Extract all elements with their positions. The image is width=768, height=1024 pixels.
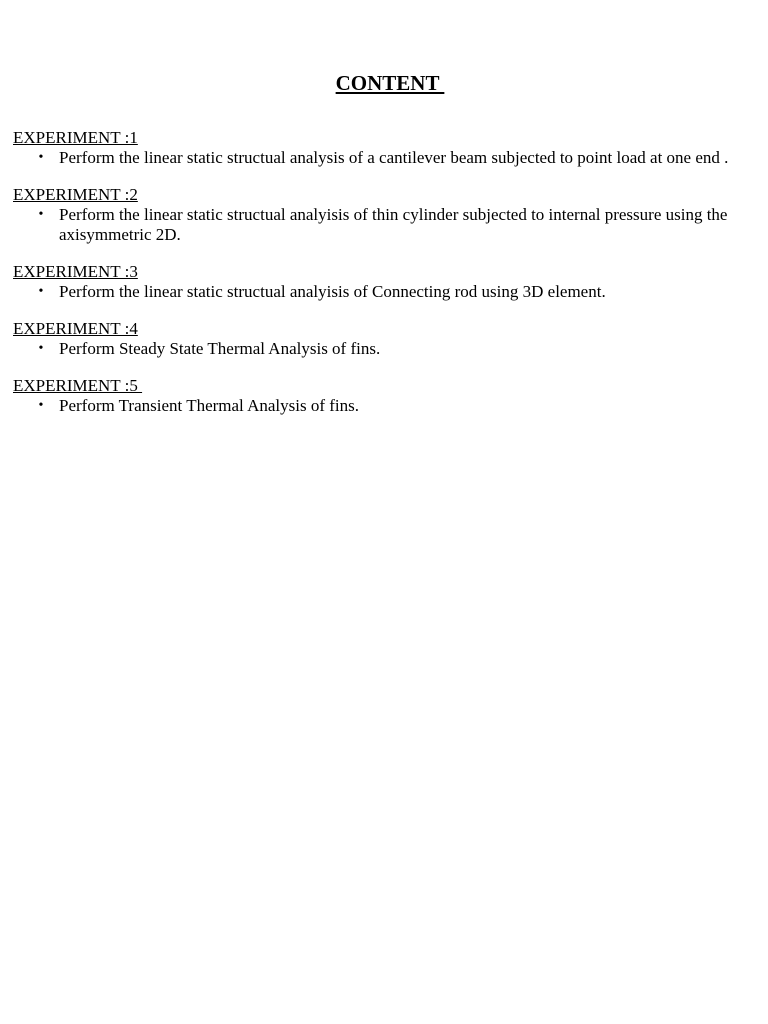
list-item-text: Perform Transient Thermal Analysis of fins.: [59, 396, 359, 415]
bullet-list: [13, 396, 753, 416]
bullet-icon: •: [38, 341, 44, 356]
bullet-icon: •: [38, 284, 44, 299]
bullet-list: [13, 148, 753, 168]
bullet-list: [13, 339, 753, 359]
bullet-icon: •: [38, 150, 44, 165]
experiment-section-2: [13, 185, 753, 245]
experiment-section-3: [13, 262, 753, 302]
bullet-icon: •: [38, 207, 44, 222]
list-item: [13, 339, 753, 359]
list-item-text: Perform the linear static structual analyisis of thin cylinder subjected to internal pressure using the axisymmetric 2D.: [59, 205, 728, 244]
list-item-text: Perform Steady State Thermal Analysis of fins.: [59, 339, 381, 358]
experiment-heading: EXPERIMENT :4: [13, 319, 138, 338]
experiment-section-1: [13, 128, 753, 168]
experiment-section-5: [13, 376, 753, 416]
bullet-icon: •: [38, 398, 44, 413]
list-item-text: Perform the linear static structual analyisis of Connecting rod using 3D element.: [59, 282, 606, 301]
experiment-section-4: [13, 319, 753, 359]
list-item-text: Perform the linear static structual analysis of a cantilever beam subjected to point load at one end .: [59, 148, 729, 167]
page-title: CONTENT: [335, 71, 445, 95]
experiment-heading: EXPERIMENT :2: [13, 185, 138, 204]
list-item: [13, 396, 753, 416]
experiment-heading: EXPERIMENT :1: [13, 128, 138, 147]
list-item: [13, 205, 753, 245]
experiment-heading: EXPERIMENT :3: [13, 262, 138, 281]
bullet-list: [13, 205, 753, 245]
list-item: [13, 148, 753, 168]
bullet-list: [13, 282, 753, 302]
experiment-list: [13, 128, 753, 433]
list-item: [13, 282, 753, 302]
experiment-heading: EXPERIMENT :5: [13, 376, 143, 395]
